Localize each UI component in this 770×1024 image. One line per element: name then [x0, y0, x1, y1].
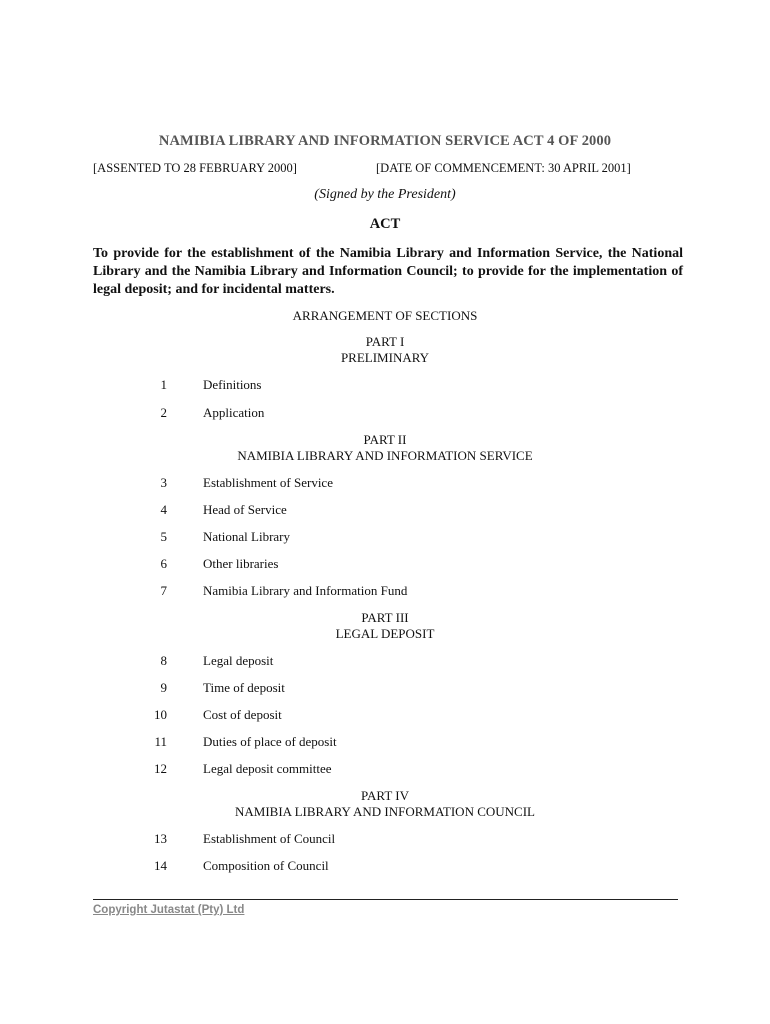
section-row	[0, 583, 770, 601]
section-number: 7	[160, 583, 167, 598]
part-heading	[0, 432, 770, 464]
section-row	[0, 734, 770, 752]
section-row	[0, 405, 770, 423]
part-title: NAMIBIA LIBRARY AND INFORMATION COUNCIL	[235, 804, 535, 819]
part-number: PART III	[361, 610, 409, 625]
part-number: PART IV	[361, 788, 409, 803]
section-number: 10	[154, 707, 167, 722]
signed-note: (Signed by the President)	[314, 187, 456, 202]
section-row	[0, 502, 770, 520]
section-label: Duties of place of deposit	[203, 734, 337, 749]
assented-date: [ASSENTED TO 28 FEBRUARY 2000]	[93, 161, 297, 175]
section-number: 5	[160, 529, 167, 544]
section-row	[0, 556, 770, 574]
section-label: Application	[203, 405, 265, 420]
section-number: 12	[154, 761, 167, 776]
section-number: 6	[160, 556, 167, 571]
section-label: Legal deposit committee	[203, 761, 332, 776]
preamble: To provide for the establishment of the Namibia Library and Information Service, the National Library and the Namibia Library and Information Council; to provide for the implementation of legal deposit; and for incidental matters.	[93, 246, 683, 297]
section-number: 1	[160, 377, 167, 392]
arrangement-heading: ARRANGEMENT OF SECTIONS	[292, 308, 478, 323]
section-number: 2	[160, 405, 167, 420]
section-label: Other libraries	[203, 556, 279, 571]
section-row	[0, 761, 770, 779]
section-label: Namibia Library and Information Fund	[203, 583, 408, 598]
section-number: 11	[154, 734, 167, 749]
section-label: National Library	[203, 529, 290, 544]
act-title: NAMIBIA LIBRARY AND INFORMATION SERVICE ACT 4 OF 2000	[158, 133, 612, 149]
part-title: LEGAL DEPOSIT	[335, 626, 435, 641]
section-number: 4	[160, 502, 167, 517]
section-row	[0, 377, 770, 395]
commencement-date: [DATE OF COMMENCEMENT: 30 APRIL 2001]	[376, 161, 631, 175]
section-label: Establishment of Service	[203, 475, 333, 490]
act-heading: ACT	[369, 216, 401, 232]
section-number: 3	[160, 475, 167, 490]
section-row	[0, 707, 770, 725]
section-row	[0, 831, 770, 849]
section-label: Head of Service	[203, 502, 287, 517]
section-label: Cost of deposit	[203, 707, 282, 722]
section-row	[0, 653, 770, 671]
part-heading	[0, 334, 770, 366]
section-label: Definitions	[203, 377, 262, 392]
section-label: Composition of Council	[203, 858, 329, 873]
section-number: 13	[154, 831, 167, 846]
section-row	[0, 680, 770, 698]
copyright-link[interactable]: Copyright Jutastat (Pty) Ltd	[93, 904, 245, 916]
section-label: Time of deposit	[203, 680, 285, 695]
part-number: PART II	[363, 432, 407, 447]
section-number: 14	[154, 858, 167, 873]
section-row	[0, 858, 770, 876]
section-label: Establishment of Council	[203, 831, 336, 846]
section-row	[0, 475, 770, 493]
part-title: PRELIMINARY	[340, 350, 430, 365]
part-heading	[0, 788, 770, 820]
section-label: Legal deposit	[203, 653, 274, 668]
section-row	[0, 529, 770, 547]
footer-rule	[93, 899, 678, 900]
part-number: PART I	[365, 334, 405, 349]
part-heading	[0, 610, 770, 642]
section-number: 8	[160, 653, 167, 668]
section-number: 9	[160, 680, 167, 695]
part-title: NAMIBIA LIBRARY AND INFORMATION SERVICE	[237, 448, 533, 463]
